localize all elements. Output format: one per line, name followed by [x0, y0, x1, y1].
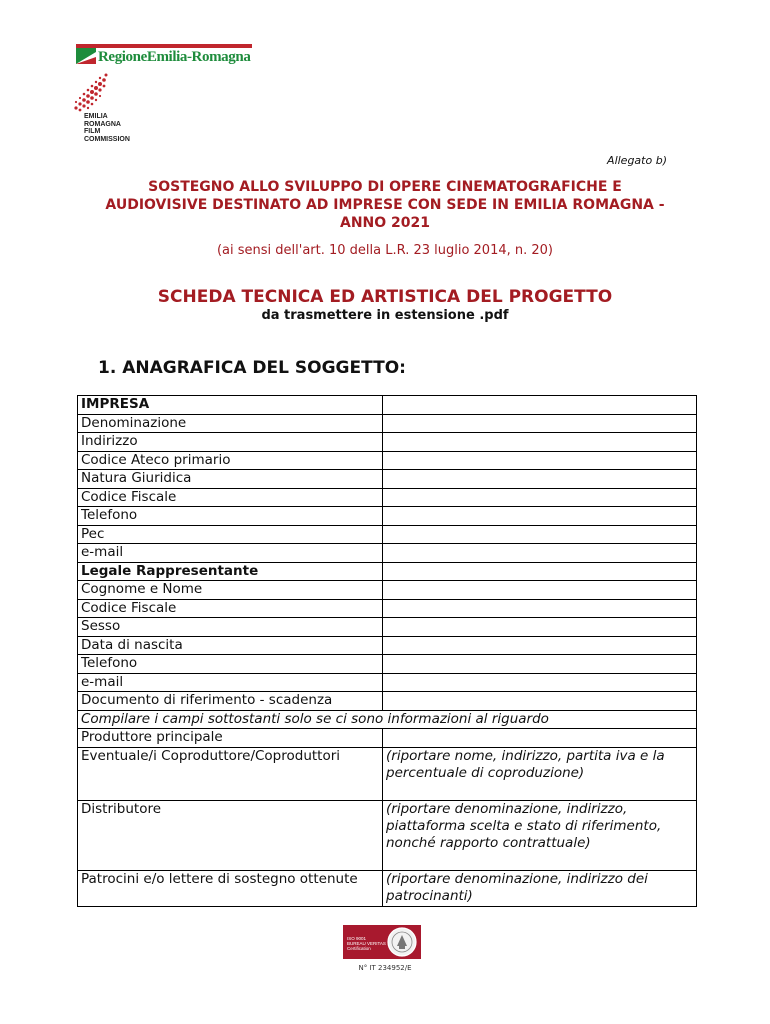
region-logo-text: RegioneEmilia-Romagna — [98, 49, 251, 65]
field-label: Codice Fiscale — [78, 599, 383, 618]
region-flag-icon — [76, 48, 96, 64]
field-label: Cognome e Nome — [78, 581, 383, 600]
table-row — [78, 655, 697, 674]
email-field[interactable] — [383, 544, 697, 563]
document-title: SOSTEGNO ALLO SVILUPPO DI OPERE CINEMATOGRAFICHE E AUDIOVISIVE DESTINATO AD IMPRESE CON SEDE IN EMILIA ROMAGNA - ANNO 2021 — [105, 179, 665, 231]
table-row — [78, 747, 697, 800]
field-label: e-mail — [78, 673, 383, 692]
film-commission-logo-icon — [72, 72, 110, 114]
legale-telefono-field[interactable] — [383, 655, 697, 674]
table-row — [78, 618, 697, 637]
pec-field[interactable] — [383, 525, 697, 544]
sesso-field[interactable] — [383, 618, 697, 637]
field-label: Data di nascita — [78, 636, 383, 655]
legale-header: Legale Rappresentante — [78, 562, 383, 581]
field-label: Telefono — [78, 507, 383, 526]
field-label: Documento di riferimento - scadenza — [78, 692, 383, 711]
field-label: Eventuale/i Coproduttore/Coproduttori — [78, 747, 383, 800]
legal-reference: (ai sensi dell'art. 10 della L.R. 23 luglio 2014, n. 20) — [216, 243, 554, 258]
table-row — [78, 433, 697, 452]
table-row — [78, 673, 697, 692]
field-label: Sesso — [78, 618, 383, 637]
table-row — [78, 562, 697, 581]
field-label: Telefono — [78, 655, 383, 674]
logo-stripe — [76, 44, 252, 48]
field-label: e-mail — [78, 544, 383, 563]
data-nascita-field[interactable] — [383, 636, 697, 655]
field-label: Natura Giuridica — [78, 470, 383, 489]
legale-email-field[interactable] — [383, 673, 697, 692]
anagrafica-table — [77, 395, 697, 907]
denominazione-field[interactable] — [383, 414, 697, 433]
table-row — [78, 396, 697, 415]
codice-ateco-field[interactable] — [383, 451, 697, 470]
impresa-header: IMPRESA — [78, 396, 383, 415]
table-row — [78, 507, 697, 526]
indirizzo-field[interactable] — [383, 433, 697, 452]
certification-number: N° IT 234952/E — [358, 964, 412, 972]
table-row — [78, 581, 697, 600]
legale-codice-fiscale-field[interactable] — [383, 599, 697, 618]
telefono-field[interactable] — [383, 507, 697, 526]
cognome-nome-field[interactable] — [383, 581, 697, 600]
film-commission-text: EMILIA ROMAGNA FILM COMMISSION — [84, 113, 130, 143]
table-row — [78, 470, 697, 489]
table-row — [78, 729, 697, 748]
field-label: Pec — [78, 525, 383, 544]
field-label: Produttore principale — [78, 729, 383, 748]
table-row — [78, 636, 697, 655]
scheda-subtitle: da trasmettere in estensione .pdf — [261, 308, 509, 323]
field-label: Indirizzo — [78, 433, 383, 452]
field-label: Distributore — [78, 800, 383, 870]
natura-giuridica-field[interactable] — [383, 470, 697, 489]
certification-label: ISO 9001 BUREAU VERITAS Certification — [347, 936, 386, 951]
table-row — [78, 451, 697, 470]
scheda-title: SCHEDA TECNICA ED ARTISTICA DEL PROGETTO — [157, 287, 613, 307]
field-label: Codice Ateco primario — [78, 451, 383, 470]
allegato-label: Allegato b) — [607, 154, 667, 167]
table-row — [78, 710, 697, 729]
table-row — [78, 525, 697, 544]
field-label: Codice Fiscale — [78, 488, 383, 507]
table-row — [78, 800, 697, 870]
distributore-field[interactable]: (riportare denominazione, indirizzo, piattaforma scelta e stato di riferimento, nonché rapporto contrattuale) — [383, 800, 697, 870]
documento-field[interactable] — [383, 692, 697, 711]
produttore-field[interactable] — [383, 729, 697, 748]
table-row — [78, 488, 697, 507]
table-row — [78, 870, 697, 906]
field-label: Patrocini e/o lettere di sostegno ottenute — [78, 870, 383, 906]
table-row — [78, 599, 697, 618]
bureau-veritas-seal-icon — [386, 926, 418, 958]
coproduttori-field[interactable]: (riportare nome, indirizzo, partita iva e la percentuale di coproduzione) — [383, 747, 697, 800]
compilare-note: Compilare i campi sottostanti solo se ci sono informazioni al riguardo — [78, 710, 697, 729]
table-row — [78, 544, 697, 563]
impresa-header-value[interactable] — [383, 396, 697, 415]
field-label: Denominazione — [78, 414, 383, 433]
legale-header-value[interactable] — [383, 562, 697, 581]
table-row — [78, 692, 697, 711]
patrocini-field[interactable]: (riportare denominazione, indirizzo dei patrocinanti) — [383, 870, 697, 906]
table-row — [78, 414, 697, 433]
codice-fiscale-field[interactable] — [383, 488, 697, 507]
section-heading: 1. ANAGRAFICA DEL SOGGETTO: — [98, 358, 406, 378]
